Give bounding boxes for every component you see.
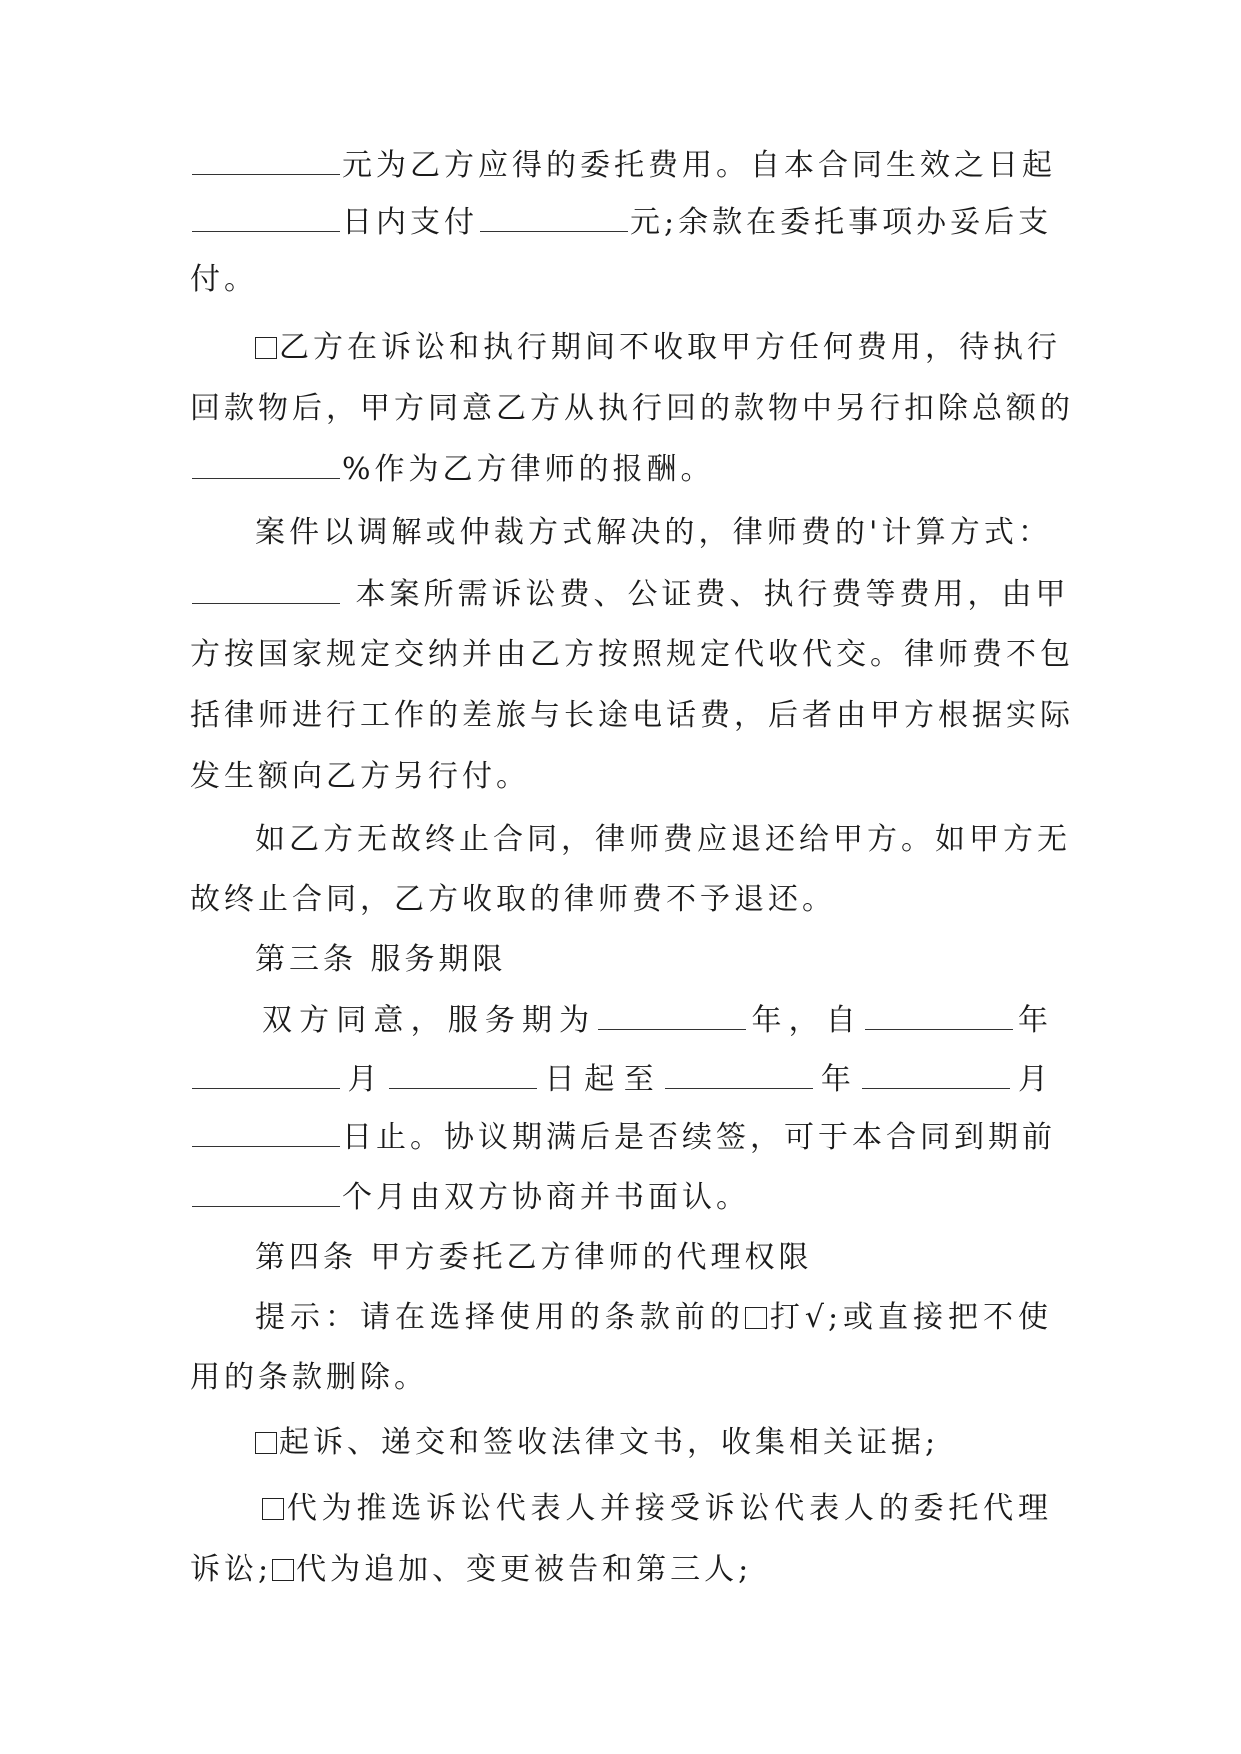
- line-text: 代为推选诉讼代表人并接受诉讼代表人的委托代理: [286, 1491, 1052, 1526]
- fill-blank: [192, 456, 340, 479]
- text-line: [262, 1489, 1052, 1529]
- fill-blank: [192, 1124, 340, 1147]
- text-line: 付。: [190, 262, 258, 297]
- text-line: [190, 1060, 1052, 1100]
- fill-blank: [192, 581, 340, 604]
- line-text: 起诉、递交和签收法律文书，收集相关证据;: [279, 1425, 940, 1460]
- line-text: 月: [342, 1062, 388, 1097]
- line-text: 年，自: [748, 1003, 863, 1038]
- fill-blank: [192, 209, 340, 232]
- line-text: 年: [1014, 1003, 1053, 1038]
- checkbox-icon: [272, 1559, 294, 1581]
- text-line: 回款物后，甲方同意乙方从执行回的款物中另行扣除总额的: [190, 391, 1074, 426]
- fill-blank: [865, 1007, 1013, 1030]
- text-line: [262, 1001, 1052, 1041]
- fill-blank: [389, 1066, 537, 1089]
- fill-blank: [480, 209, 628, 232]
- fill-blank: [665, 1066, 813, 1089]
- text-line: 发生额向乙方另行付。: [190, 759, 530, 794]
- fill-blank: [192, 1066, 340, 1089]
- line-text: 诉讼;: [190, 1552, 273, 1587]
- text-line: 如乙方无故终止合同，律师费应退还给甲方。如甲方无: [255, 822, 1071, 857]
- text-line: [190, 575, 1070, 615]
- text-line: [255, 328, 1061, 368]
- line-text: 个月由双方协商并书面认。: [342, 1180, 750, 1215]
- line-text: 元;余款在委托事项办妥后支: [630, 205, 1053, 240]
- text-line: 用的条款删除。: [190, 1360, 428, 1395]
- section-heading: 第四条 甲方委托乙方律师的代理权限: [255, 1240, 813, 1275]
- checkbox-icon: [255, 337, 277, 359]
- line-text: 日起至: [539, 1062, 664, 1097]
- section-heading: 第三条 服务期限: [255, 942, 507, 977]
- fill-blank: [192, 1184, 340, 1207]
- checkbox-icon: [745, 1307, 767, 1329]
- fill-blank: [192, 152, 340, 175]
- fill-blank: [862, 1066, 1010, 1089]
- line-text: 打√;或直接把不使: [768, 1300, 1052, 1335]
- text-line: 括律师进行工作的差旅与长途电话费，后者由甲方根据实际: [190, 698, 1074, 733]
- line-text: 代为追加、变更被告和第三人;: [296, 1552, 753, 1587]
- fill-blank: [598, 1007, 746, 1030]
- text-line: 方按国家规定交纳并由乙方按照规定代收代交。律师费不包: [190, 637, 1074, 672]
- line-text: %作为乙方律师的报酬。: [342, 452, 715, 487]
- text-line: [190, 1550, 1052, 1590]
- text-line: [190, 1178, 1052, 1218]
- line-text: 月: [1012, 1062, 1053, 1097]
- text-line: [190, 1118, 1056, 1158]
- line-text: 乙方在诉讼和执行期间不收取甲方任何费用，待执行: [279, 330, 1061, 365]
- checkbox-icon: [262, 1498, 284, 1520]
- line-text: 年: [815, 1062, 861, 1097]
- line-text: 日止。协议期满后是否续签，可于本合同到期前: [342, 1120, 1056, 1155]
- text-line: [190, 203, 1052, 243]
- text-line: [255, 1423, 1052, 1463]
- text-line: [255, 1298, 1052, 1338]
- line-text: 提示：请在选择使用的条款前的: [255, 1300, 745, 1335]
- text-line: [190, 146, 1056, 186]
- text-line: 故终止合同，乙方收取的律师费不予退还。: [190, 882, 836, 917]
- line-text: 双方同意，服务期为: [262, 1003, 597, 1038]
- line-text: 日内支付: [342, 205, 478, 240]
- checkbox-icon: [255, 1432, 277, 1454]
- line-text: 元为乙方应得的委托费用。自本合同生效之日起: [342, 148, 1056, 183]
- text-line: [190, 450, 1052, 490]
- text-line: 案件以调解或仲裁方式解决的，律师费的'计算方式：: [255, 515, 1052, 550]
- line-text: 本案所需诉讼费、公证费、执行费等费用，由甲: [355, 577, 1070, 612]
